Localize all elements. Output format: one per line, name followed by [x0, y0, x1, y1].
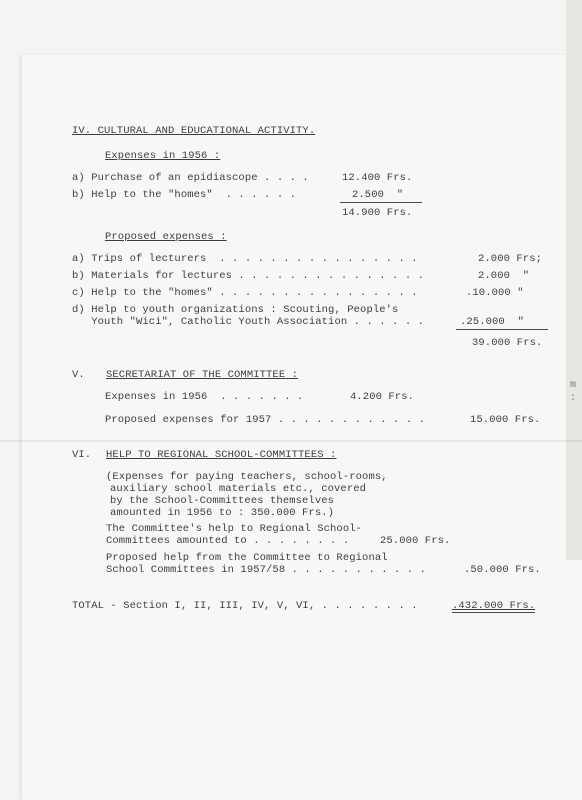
proposed-item-label: a) Trips of lecturers . . . . . . . . . . . . . . . .: [72, 253, 418, 265]
document-page: [22, 55, 582, 800]
proposed-item-amount: 2.000 ": [478, 270, 530, 282]
expense-item-label: b) Help to the "homes" . . . . . .: [72, 189, 297, 201]
help-amount: .50.000 Frs.: [464, 564, 541, 576]
proposed-item-label: Youth "Wici", Catholic Youth Association . . . . . .: [72, 316, 425, 328]
margin-mark: :: [570, 393, 577, 404]
proposed-item-amount: .25.000 ": [460, 316, 525, 328]
proposed-item-label: c) Help to the "homes" . . . . . . . . . . . . . . . .: [72, 287, 418, 299]
sum-rule: [456, 329, 548, 330]
paragraph-line: amounted in 1956 to : 350.000 Frs.): [110, 507, 335, 519]
help-amount: 25.000 Frs.: [380, 535, 451, 547]
total-amount: .432.000 Frs.: [452, 600, 536, 612]
expense-item-amount: 2.500 ": [352, 189, 404, 201]
margin-mark: m: [570, 380, 577, 391]
section-iv-heading: IV. CULTURAL AND EDUCATIONAL ACTIVITY.: [72, 125, 316, 137]
paragraph-line: by the School-Committees themselves: [110, 495, 335, 507]
proposed-item-amount: 2.000 Frs;: [478, 253, 543, 265]
section-v-heading: SECRETARIAT OF THE COMMITTEE :: [106, 369, 299, 381]
background-sheet-edge: [566, 0, 582, 560]
section-vi-number: VI.: [72, 449, 92, 461]
secretariat-expenses-label: Expenses in 1956 . . . . . . .: [105, 391, 304, 403]
help-line: Proposed help from the Committee to Regional: [106, 552, 388, 564]
paragraph-line: (Expenses for paying teachers, school-rooms,: [106, 471, 388, 483]
paragraph-line: auxiliary school materials etc., covered: [110, 483, 367, 495]
proposed-item-amount: .10.000 ": [466, 287, 524, 299]
section-vi-heading: HELP TO REGIONAL SCHOOL-COMMITTEES :: [106, 449, 337, 461]
total-label: TOTAL - Section I, II, III, IV, V, VI, . . . . . . . .: [72, 600, 418, 612]
help-line: The Committee's help to Regional School-: [106, 523, 363, 535]
section-v-number: V.: [72, 369, 85, 381]
secretariat-proposed-amount: 15.000 Frs.: [470, 414, 541, 426]
proposed-item-label: b) Materials for lectures . . . . . . . . . . . . . . .: [72, 270, 425, 282]
help-line: Committees amounted to . . . . . . . .: [106, 535, 350, 547]
expense-item-label: a) Purchase of an epidiascope . . . .: [72, 172, 309, 184]
proposed-total: 39.000 Frs.: [472, 337, 543, 349]
expenses-1956-heading: Expenses in 1956 :: [105, 150, 221, 162]
help-line: School Committees in 1957/58 . . . . . . . . . . .: [106, 564, 427, 576]
fold-crease: [0, 440, 582, 442]
secretariat-expenses-amount: 4.200 Frs.: [350, 391, 415, 403]
secretariat-proposed-label: Proposed expenses for 1957 . . . . . . . . . . . .: [105, 414, 426, 426]
sum-rule: [340, 202, 422, 203]
expense-item-amount: 12.400 Frs.: [342, 172, 413, 184]
expenses-total: 14.900 Frs.: [342, 207, 413, 219]
proposed-item-label: d) Help to youth organizations : Scouting, People's: [72, 304, 399, 316]
proposed-expenses-heading: Proposed expenses :: [105, 231, 227, 243]
